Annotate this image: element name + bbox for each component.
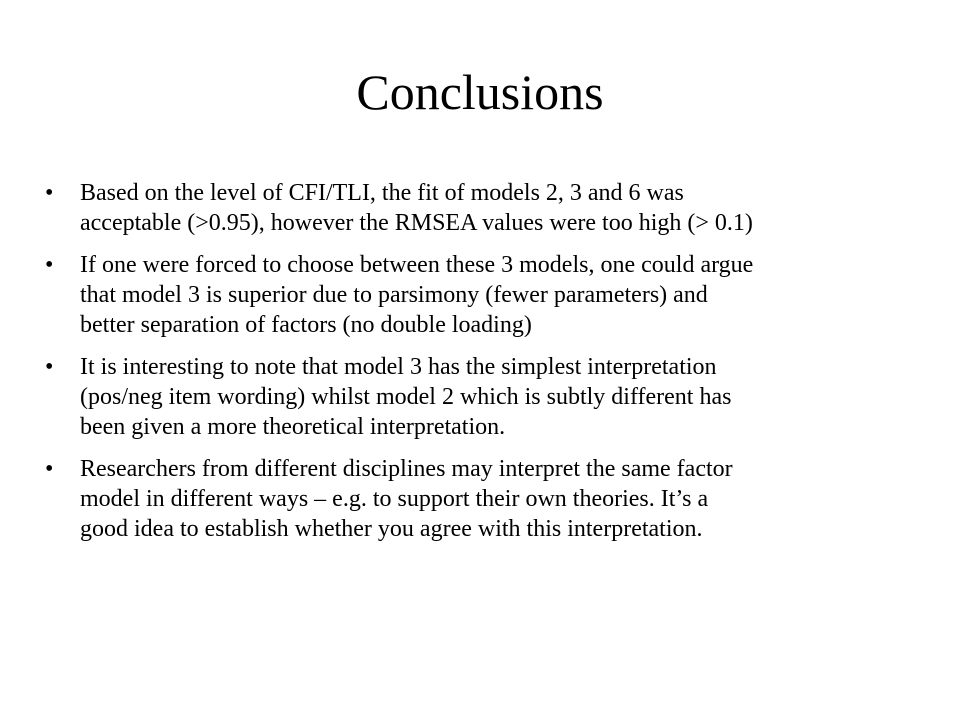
bullet-line: It is interesting to note that model 3 has the simplest interpretation	[80, 354, 717, 380]
bullet-marker-icon: •	[45, 354, 54, 380]
bullet-line: that model 3 is superior due to parsimony (fewer parameters) and	[80, 282, 708, 308]
bullet-item	[0, 250, 960, 340]
bullet-line: better separation of factors (no double loading)	[80, 312, 532, 338]
bullet-list	[0, 178, 960, 556]
bullet-line: been given a more theoretical interpretation.	[80, 414, 506, 440]
slide-title: Conclusions	[356, 64, 604, 120]
bullet-item	[0, 454, 960, 544]
bullet-line: If one were forced to choose between these 3 models, one could argue	[80, 252, 754, 278]
bullet-line: good idea to establish whether you agree with this interpretation.	[80, 516, 703, 542]
bullet-marker-icon: •	[45, 180, 54, 206]
bullet-marker-icon: •	[45, 456, 54, 482]
bullet-line: model in different ways – e.g. to support their own theories. It’s a	[80, 486, 709, 512]
bullet-line: Researchers from different disciplines may interpret the same factor	[80, 456, 733, 482]
bullet-item	[0, 352, 960, 442]
bullet-line: acceptable (>0.95), however the RMSEA values were too high (> 0.1)	[80, 210, 753, 236]
bullet-line: (pos/neg item wording) whilst model 2 which is subtly different has	[80, 384, 732, 410]
bullet-item	[0, 178, 960, 238]
bullet-marker-icon: •	[45, 252, 54, 278]
bullet-line: Based on the level of CFI/TLI, the fit of models 2, 3 and 6 was	[80, 180, 684, 206]
